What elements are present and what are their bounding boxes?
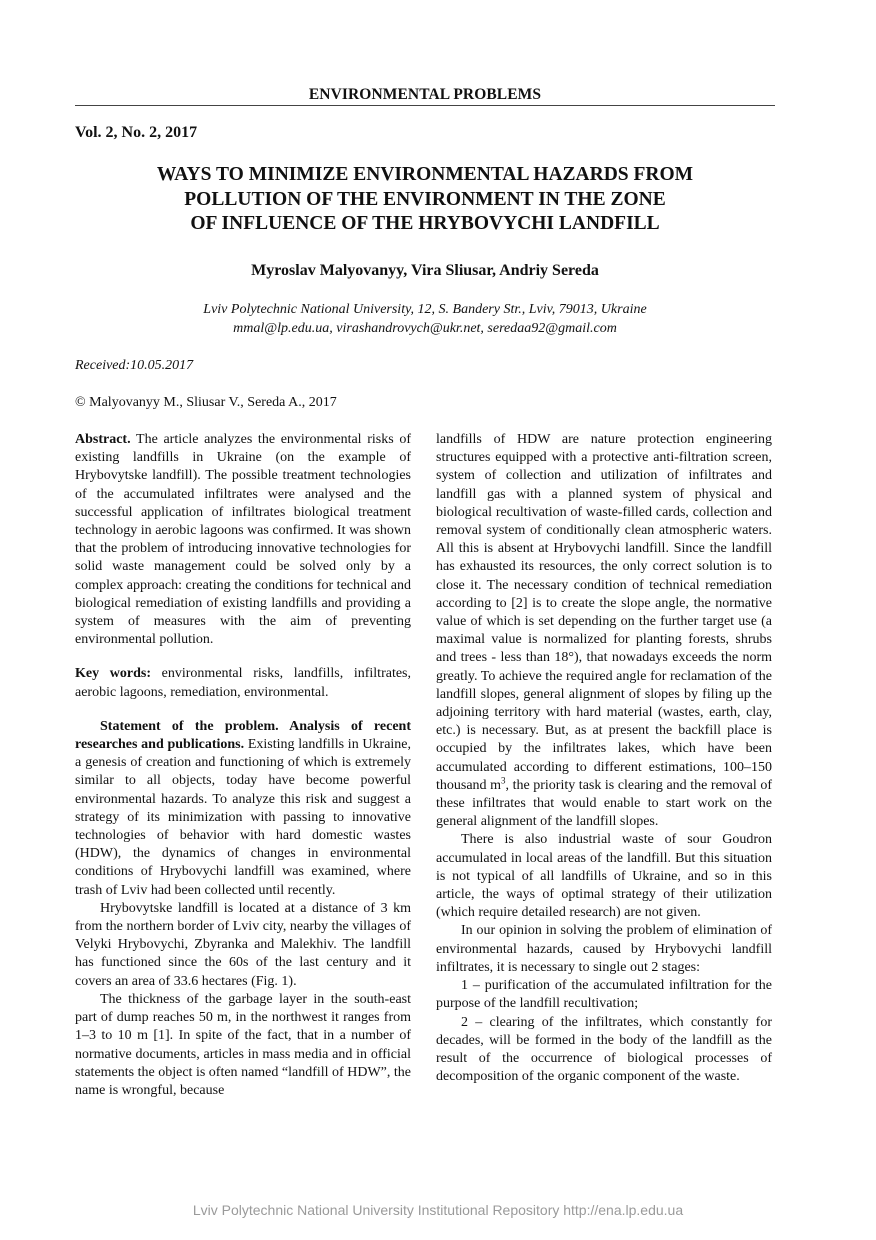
right-text-column [436,431,772,1086]
keywords-text: environmental risks, landfills, infiltrates, aerobic lagoons, remediation, environmental. [75,666,412,700]
statement-text: Existing landfills in Ukraine, a genesis of creation and functioning of which is extremely similar to all objects, today have become powerful environmental hazards. To analyze this risk and suggest a strategy of its minimization with passing to innovative technologies of behavior with hard domestic wastes (HDW), the dynamics of changes in environmental conditions of Hrybovychi landfill was examined, where trash of Lviv had been collected until recently. [75,737,412,898]
superscript: 3 [501,775,506,786]
header-rule [75,105,775,106]
location-paragraph: Hrybovytske landfill is located at a distance of 3 km from the northern border of Lviv city, nearby the villages of Velyki Hrybovychi, Zbyranka and Malekhiv. The landfill has functioned since the 60s of the last century and it covers an area of 33.6 hectares (Fig. 1). [75,900,411,989]
affiliation: Lviv Polytechnic National University, 12, S. Bandery Str., Lviv, 79013, Ukraine [203,302,647,317]
title-line: POLLUTION OF THE ENVIRONMENT IN THE ZONE [184,188,666,210]
continued-paragraph [436,431,772,831]
keywords-paragraph [75,665,411,701]
title-line: WAYS TO MINIMIZE ENVIRONMENTAL HAZARDS FROM [156,164,694,185]
repository-footer: Lviv Polytechnic National University Institutional Repository http://ena.lp.edu.ua [192,1202,684,1218]
volume-issue: Vol. 2, No. 2, 2017 [75,124,198,141]
stage-one-item: 1 – purification of the accumulated infiltration for the purpose of the landfill recultivation; [436,978,772,1012]
continued-text-b: , the priority task is clearing and the removal of these infiltrates that would enable to start work on the general alignment of the landfill slopes. [436,777,772,830]
keywords-label: Key words: [75,666,151,682]
journal-section-title: ENVIRONMENTAL PROBLEMS [308,86,542,103]
abstract-paragraph [75,431,411,649]
article-title [75,163,775,237]
affiliation-block [75,300,775,338]
abstract-label: Abstract. [75,432,131,447]
stage-two-item: 2 – clearing of the infiltrates, which constantly for decades, will be formed in the body of the landfill as the result of the occurrence of biological processes of decomposition of the organic component of the waste. [436,1014,772,1085]
thickness-paragraph: The thickness of the garbage layer in the south-east part of dump reaches 50 m, in the northwest it ranges from 1–3 to 10 m [1]. In spite of the fact, that in a number of normative documents, articles in mass media and in official statements the object is often named “landfill of HDW”, the name is wrongful, because [75,991,411,1098]
opinion-paragraph: In our opinion in solving the problem of elimination of environmental hazards, caused by Hrybovychi landfill infiltrates, it is necessary to single out 2 stages: [436,923,772,975]
copyright-notice: © Malyovanyy M., Sliusar V., Sereda A., 2017 [75,395,337,410]
abstract-text: The article analyzes the environmental risks of existing landfills in Ukraine (on the example of Hrybovytske landfill). The possible treatment technologies of the accumulated infiltrates were analysed and the successful application of infiltrates biological treatment technology in aerobic lagoons was confirmed. It was shown that the problem of introducing innovative technologies for solid waste management could be solved only by a complex approach: creating the conditions for technical and biological remediation of existing landfills and providing a system of measures with the aim of preventing environmental pollution. [75,432,411,648]
received-date: Received:10.05.2017 [75,358,194,373]
statement-paragraph [75,718,411,900]
statement-heading: Statement of the problem. Analysis of recent researches and publications. [75,718,411,753]
author-emails: mmal@lp.edu.ua, virashandrovych@ukr.net, seredaa92@gmail.com [233,321,617,336]
goudron-paragraph: There is also industrial waste of sour Goudron accumulated in local areas of the landfill. But this situation is not typical of all landfills of Ukraine, and so in this article, the ways of optimal strategy of their utilization (which require detailed research) are not given. [436,832,772,921]
left-text-column [75,431,411,1100]
author-list: Myroslav Malyovanyy, Vira Sliusar, Andriy Sereda [251,262,599,279]
continued-text-a: landfills of HDW are nature protection engineering structures equipped with a protective anti-filtration screen, system of collection and utilization of infiltrates and landfill gas with a planned system of physical and biological recultivation of waste-filled cards, collection and removal system of conditionally clean atmospheric waters. All this is absent at Hrybovychi landfill. Since the landfill has exhausted its resources, the only correct solution is to close it. The necessary condition of technical remediation according to [2] is to create the slope angle, the normative value of which is set depending on the further target use (a maximal value is normalized for planting forests, shrubs and trees - less than 18°), that nowadays exceeds the norm greatly. To achieve the required angle for reclamation of the landfill slopes, general alignment of slopes by filing up the adjoining territory with hard material (wastes, earth, clay, etc.) is necessary. But, as at present the backfill place is occupied by the infiltrates lakes, which have been accumulated according to different estimations, 100–150 thousand m [436,432,772,793]
title-line: OF INFLUENCE OF THE HRYBOVYCHI LANDFILL [190,213,660,234]
